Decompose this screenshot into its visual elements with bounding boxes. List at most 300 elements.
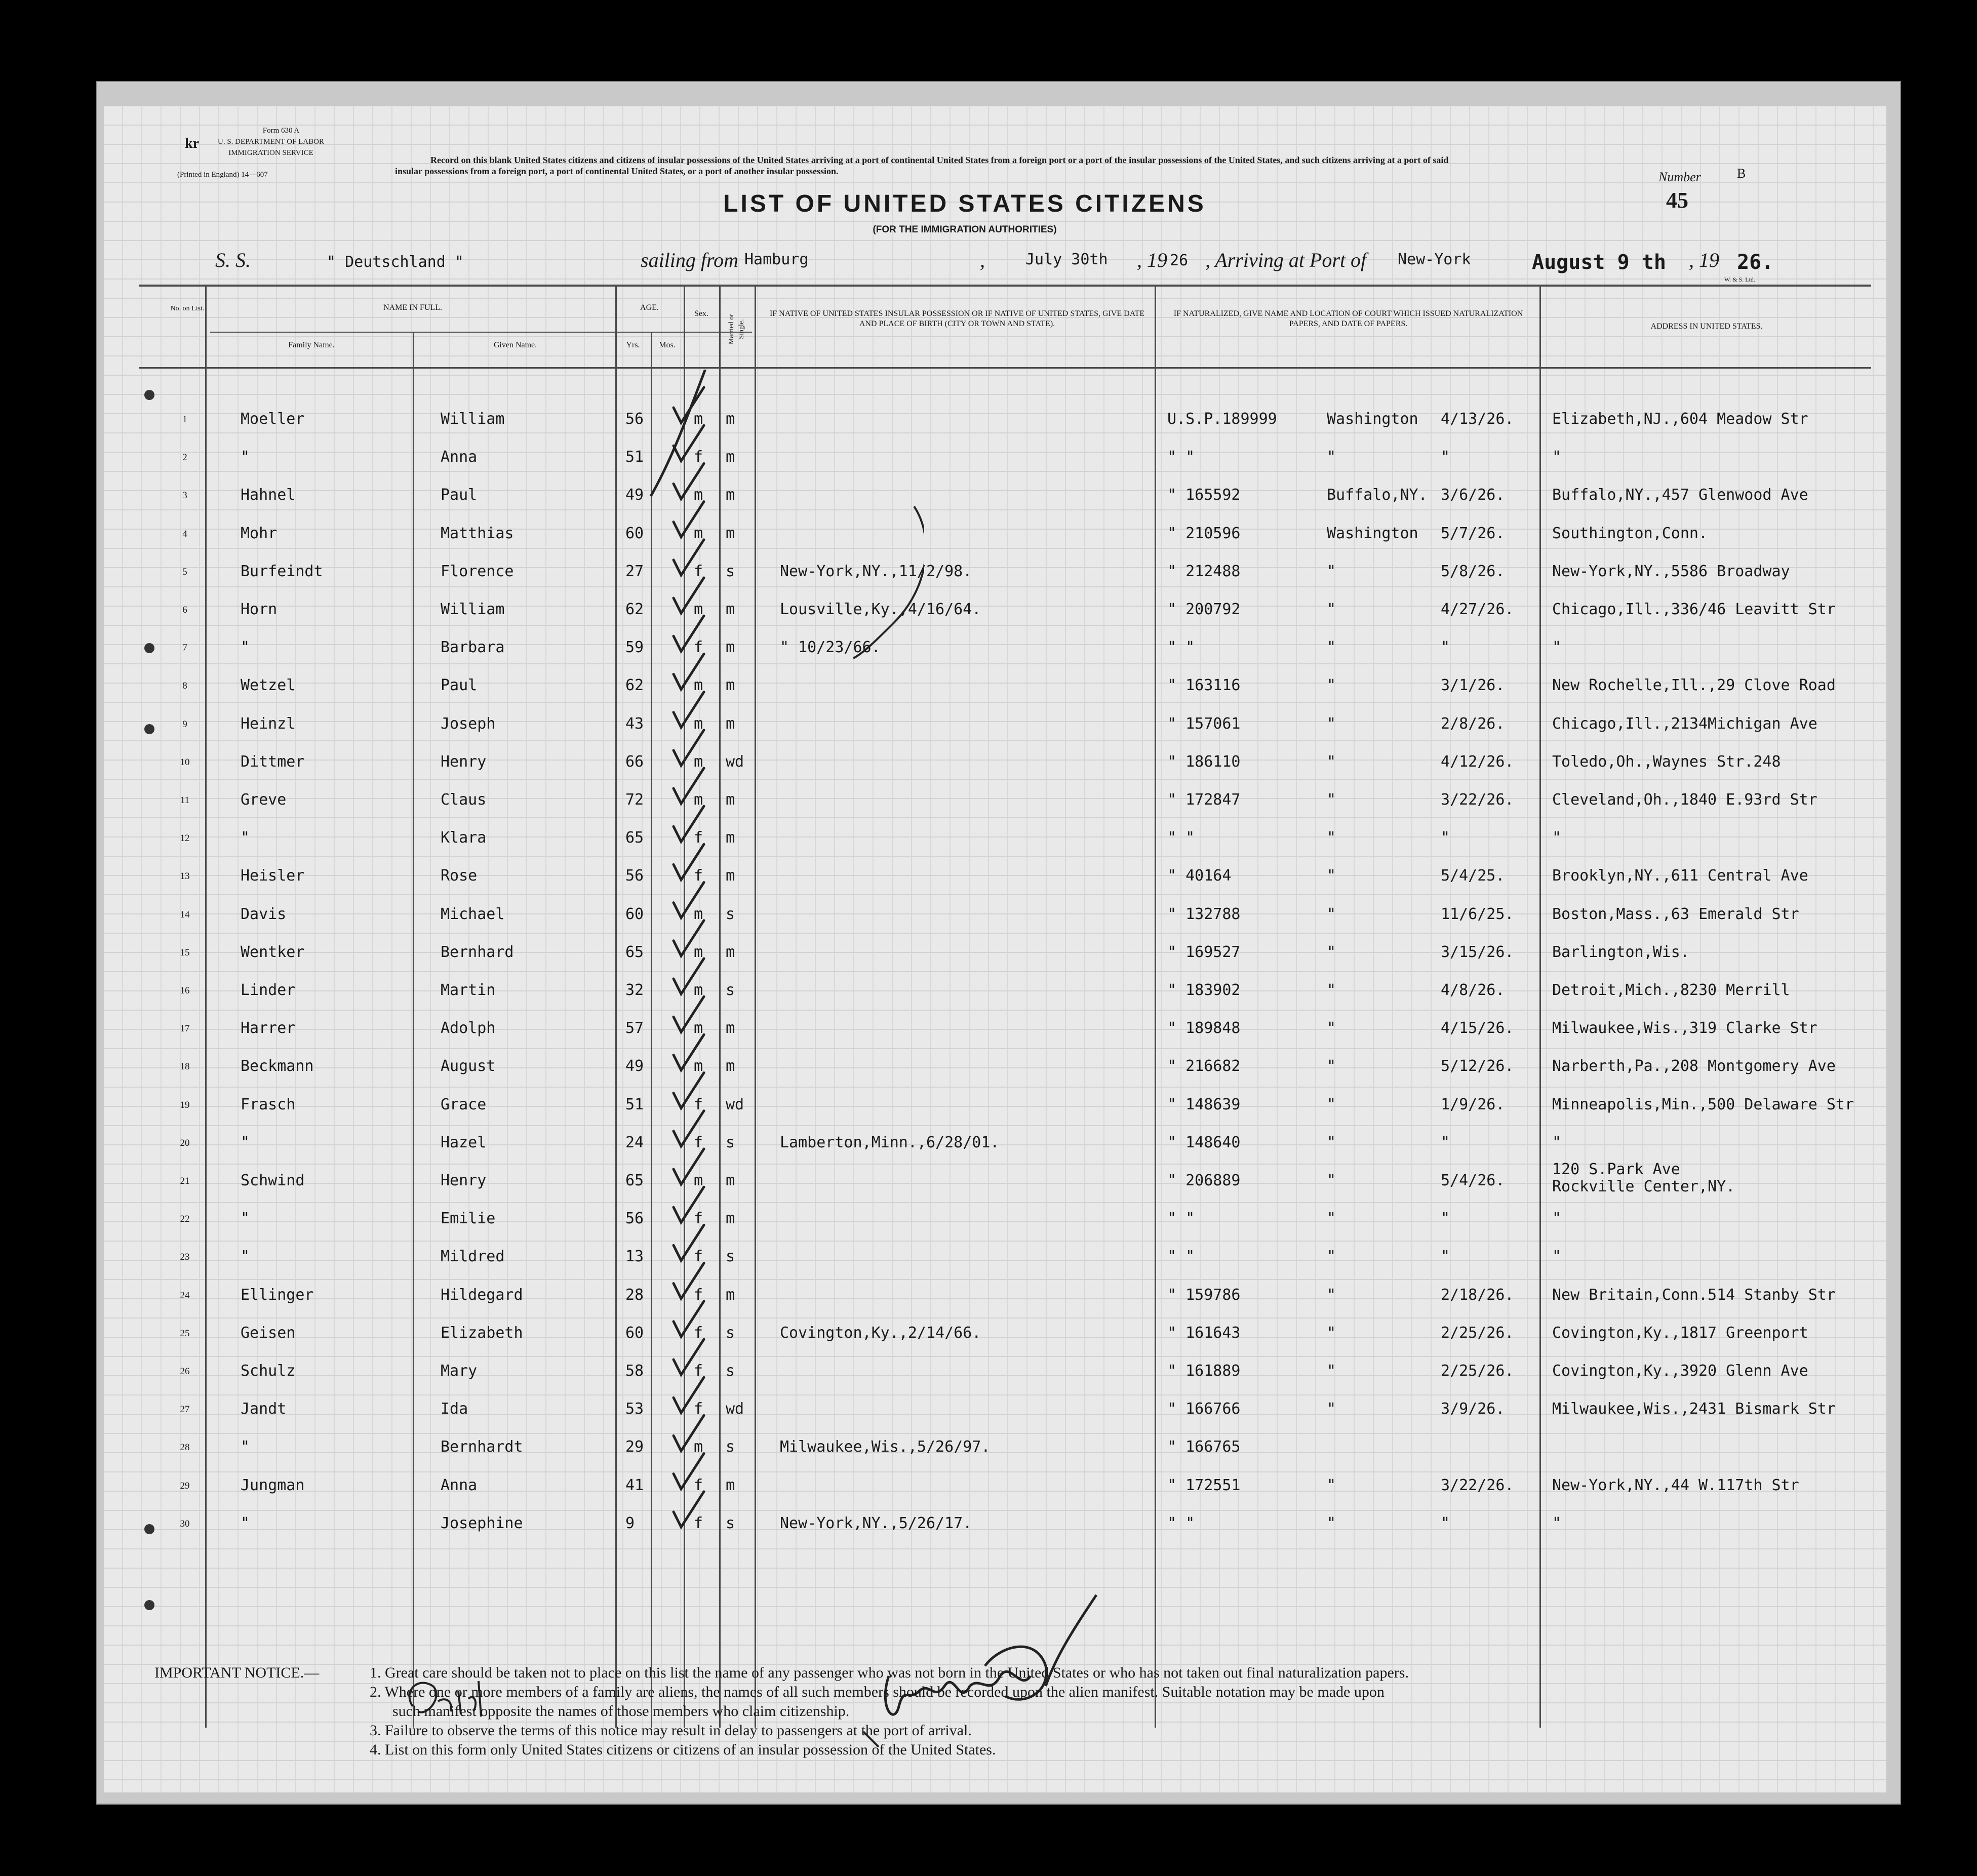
port-to: New-York: [1398, 251, 1471, 268]
age-years: 29: [625, 1438, 644, 1456]
row-number: 20: [180, 1137, 190, 1148]
given-name: William: [441, 410, 505, 428]
given-name: Barbara: [441, 638, 505, 657]
given-name: Claus: [441, 791, 487, 809]
given-name: Joseph: [441, 714, 496, 733]
age-years: 59: [625, 638, 644, 657]
court-location: ": [1327, 714, 1336, 733]
address-line-1: Elizabeth,NJ.,604 Meadow Str: [1552, 410, 1808, 428]
marital-status: s: [726, 1133, 735, 1151]
papers-date: ": [1441, 829, 1450, 847]
age-years: 51: [625, 448, 644, 466]
marital-status: m: [726, 1172, 735, 1189]
birth-place-date: New-York,NY.,11/2/98.: [780, 562, 972, 580]
papers-date: ": [1441, 448, 1450, 466]
marital-status: m: [726, 410, 735, 428]
court-location: ": [1327, 562, 1336, 580]
birth-place-date: Covington,Ky.,2/14/66.: [780, 1324, 981, 1342]
age-years: 13: [625, 1248, 644, 1266]
marital-status: m: [726, 943, 735, 961]
given-name: Bernhard: [441, 943, 514, 961]
check-mark: [674, 1111, 704, 1146]
address-line-1: Milwaukee,Wis.,2431 Bismark Str: [1552, 1400, 1836, 1418]
court-location: ": [1327, 1362, 1336, 1380]
family-name: Ellinger: [241, 1286, 314, 1304]
marital-status: m: [726, 638, 735, 657]
check-mark: [674, 1034, 704, 1070]
sex-value: m: [694, 981, 703, 999]
check-mark: [674, 1377, 704, 1413]
check-mark: [674, 1301, 704, 1337]
address-line-1: Chicago,Ill.,336/46 Leavitt Str: [1552, 601, 1836, 618]
department-name: U. S. DEPARTMENT OF LABOR: [218, 138, 324, 146]
sex-value: m: [694, 486, 703, 504]
naturalization-number: " 166765: [1167, 1438, 1241, 1456]
address-line-1: ": [1552, 1248, 1562, 1266]
naturalization-number: " 165592: [1167, 486, 1241, 504]
col-head-married: Married or Single.: [728, 313, 745, 345]
check-mark: [674, 463, 704, 499]
age-years: 28: [625, 1286, 644, 1304]
age-years: 41: [625, 1476, 644, 1494]
given-name: Klara: [441, 829, 487, 847]
row-number: 24: [180, 1290, 190, 1301]
age-years: 51: [625, 1095, 644, 1113]
address-line-2: Rockville Center,NY.: [1552, 1178, 1735, 1195]
age-years: 65: [625, 943, 644, 961]
row-number: 18: [180, 1061, 190, 1072]
row-number: 8: [182, 681, 187, 692]
row-number: 3: [182, 490, 187, 501]
court-location: ": [1327, 676, 1336, 695]
col-rule-family: [413, 332, 414, 1728]
col-head-yrs: Yrs.: [626, 341, 640, 349]
check-mark: [674, 921, 704, 956]
sex-value: m: [694, 410, 703, 428]
naturalization-number: " ": [1167, 1210, 1195, 1228]
family-name: Heinzl: [241, 714, 296, 733]
marital-status: s: [726, 1514, 735, 1532]
marital-status: m: [726, 448, 735, 466]
check-mark: [674, 1225, 704, 1260]
court-location: ": [1327, 905, 1336, 923]
marital-status: s: [726, 1324, 735, 1342]
sex-value: m: [694, 1172, 703, 1189]
address-line-1: New Rochelle,Ill.,29 Clove Road: [1552, 676, 1836, 695]
family-name: Wentker: [241, 943, 305, 961]
papers-date: 4/15/26.: [1441, 1019, 1514, 1037]
col-rule-nat: [1539, 285, 1541, 1728]
service-name: IMMIGRATION SERVICE: [228, 149, 313, 157]
court-location: ": [1327, 1248, 1336, 1266]
marital-status: s: [726, 905, 735, 923]
address-line-1: Southington,Conn.: [1552, 524, 1708, 542]
court-location: ": [1327, 752, 1336, 771]
family-name: Geisen: [241, 1324, 296, 1342]
sex-value: m: [694, 1438, 703, 1456]
sex-value: m: [694, 905, 703, 923]
given-name: Adolph: [441, 1019, 496, 1037]
papers-date: ": [1441, 1514, 1450, 1532]
number-value: B: [1737, 166, 1746, 181]
court-location: ": [1327, 638, 1336, 657]
manifest-sheet: [104, 106, 1886, 1792]
row-number: 17: [180, 1023, 190, 1034]
check-mark: [674, 654, 704, 689]
number-label: Number: [1658, 170, 1701, 184]
date-arrived: August 9 th: [1532, 251, 1666, 274]
age-years: 62: [625, 676, 644, 695]
col-head-given: Given Name.: [493, 341, 537, 349]
address-line-1: Milwaukee,Wis.,319 Clarke Str: [1552, 1019, 1817, 1037]
family-name: Schwind: [241, 1172, 305, 1189]
court-location: ": [1327, 601, 1336, 618]
row-number: 25: [180, 1328, 190, 1339]
address-line-1: Brooklyn,NY.,611 Central Ave: [1552, 867, 1808, 885]
sex-value: m: [694, 524, 703, 542]
family-name: Schulz: [241, 1362, 296, 1380]
notice-item-3: 3. Failure to observe the terms of this notice may result in delay to passengers at the port of arrival.: [370, 1722, 972, 1739]
sex-value: f: [694, 562, 703, 580]
court-location: ": [1327, 1095, 1336, 1113]
check-mark: [674, 1263, 704, 1299]
papers-date: 5/4/26.: [1441, 1172, 1505, 1189]
naturalization-number: " 163116: [1167, 676, 1241, 695]
family-name: ": [241, 638, 250, 657]
arriving-label: , Arriving at Port of: [1205, 249, 1367, 271]
court-location: ": [1327, 1476, 1336, 1494]
address-line-1: ": [1552, 1210, 1562, 1228]
binder-hole: [144, 1524, 154, 1534]
table-header-rule: [139, 367, 1871, 369]
row-number: 13: [180, 871, 190, 882]
naturalization-number: " ": [1167, 638, 1195, 657]
court-location: Washington: [1327, 524, 1418, 542]
year-2: 26.: [1737, 251, 1774, 274]
check-mark: [674, 806, 704, 842]
sailing-label: sailing from: [641, 249, 738, 271]
given-name: William: [441, 601, 505, 618]
birth-place-date: Lamberton,Minn.,6/28/01.: [780, 1133, 1000, 1151]
marital-status: m: [726, 829, 735, 847]
naturalization-number: " 169527: [1167, 943, 1241, 961]
family-name: Moeller: [241, 410, 305, 428]
naturalization-number: U.S.P.189999: [1167, 410, 1277, 428]
given-name: Hildegard: [441, 1286, 523, 1304]
age-years: 57: [625, 1019, 644, 1037]
row-number: 26: [180, 1366, 190, 1377]
sex-value: m: [694, 791, 703, 809]
naturalization-number: " 157061: [1167, 714, 1241, 733]
court-location: ": [1327, 943, 1336, 961]
form-title: LIST OF UNITED STATES CITIZENS: [723, 190, 1206, 217]
marital-status: wd: [726, 1400, 744, 1418]
check-mark: [674, 502, 704, 537]
sex-value: f: [694, 867, 703, 885]
address-line-1: ": [1552, 829, 1562, 847]
notice-item-2-cont: such manifest opposite the names of those members who claim citizenship.: [392, 1703, 850, 1720]
naturalization-number: " 189848: [1167, 1019, 1241, 1037]
notice-heading: IMPORTANT NOTICE.—: [154, 1664, 320, 1681]
given-name: August: [441, 1057, 496, 1075]
sex-value: m: [694, 676, 703, 695]
papers-date: 5/8/26.: [1441, 562, 1505, 580]
check-mark: [674, 540, 704, 575]
age-years: 53: [625, 1400, 644, 1418]
check-mark: [674, 578, 704, 613]
year-prefix-2: , 19: [1689, 249, 1719, 271]
check-mark: [674, 1073, 704, 1108]
row-number: 22: [180, 1214, 190, 1225]
given-name: Paul: [441, 486, 478, 504]
court-location: ": [1327, 791, 1336, 809]
age-years: 56: [625, 1210, 644, 1228]
papers-date: 5/4/25.: [1441, 867, 1505, 885]
papers-date: 2/25/26.: [1441, 1362, 1514, 1380]
naturalization-number: " ": [1167, 1514, 1195, 1532]
address-line-1: New Britain,Conn.514 Stanby Str: [1552, 1286, 1836, 1304]
row-number: 1: [182, 414, 187, 425]
given-name: Hazel: [441, 1133, 487, 1151]
naturalization-number: " 206889: [1167, 1172, 1241, 1189]
naturalization-number: " 40164: [1167, 867, 1232, 885]
row-number: 15: [180, 947, 190, 958]
col-rule-no: [205, 285, 207, 1728]
family-name: Dittmer: [241, 752, 305, 771]
sex-value: m: [694, 1019, 703, 1037]
handwritten-checkmarks: [610, 370, 722, 1737]
court-location: ": [1327, 1324, 1336, 1342]
sex-value: f: [694, 1286, 703, 1304]
check-mark: [674, 730, 704, 766]
naturalization-number: " 132788: [1167, 905, 1241, 923]
marital-status: m: [726, 1019, 735, 1037]
table-top-rule: [139, 285, 1871, 287]
check-mark: [674, 425, 704, 461]
family-name: Burfeindt: [241, 562, 323, 580]
check-mark: [674, 1187, 704, 1222]
papers-date: 1/9/26.: [1441, 1095, 1505, 1113]
family-name: ": [241, 829, 250, 847]
given-name: Mildred: [441, 1248, 505, 1266]
papers-date: ": [1441, 1133, 1450, 1151]
check-mark: [674, 1415, 704, 1451]
age-years: 24: [625, 1133, 644, 1151]
row-number: 30: [180, 1518, 190, 1529]
family-name: Horn: [241, 601, 278, 618]
port-from: Hamburg: [744, 251, 809, 268]
papers-date: 3/15/26.: [1441, 943, 1514, 961]
age-years: 49: [625, 1057, 644, 1075]
family-name: Davis: [241, 905, 287, 923]
age-years: 56: [625, 867, 644, 885]
check-mark: [674, 883, 704, 918]
row-number: 9: [182, 719, 187, 730]
naturalization-number: " ": [1167, 1248, 1195, 1266]
address-line-1: ": [1552, 1514, 1562, 1532]
naturalization-number: " 212488: [1167, 562, 1241, 580]
court-location: ": [1327, 1057, 1336, 1075]
marital-status: s: [726, 1362, 735, 1380]
sex-value: m: [694, 601, 703, 618]
ship-name: " Deutschland ": [327, 253, 464, 271]
family-name: Beckmann: [241, 1057, 314, 1075]
family-name: Greve: [241, 791, 287, 809]
family-name: Linder: [241, 981, 296, 999]
address-line-1: 120 S.Park Ave: [1552, 1161, 1680, 1178]
notice-item-2: 2. Where one or more members of a family are aliens, the names of all such members should be recorded upon the alien manifest. Suitable notation may be made upon: [370, 1684, 1385, 1700]
address-line-1: Chicago,Ill.,2134Michigan Ave: [1552, 714, 1817, 733]
naturalization-number: " 183902: [1167, 981, 1241, 999]
sex-value: f: [694, 829, 703, 847]
form-prefix: kr: [185, 136, 199, 151]
marital-status: s: [726, 981, 735, 999]
col-head-name: NAME IN FULL.: [383, 303, 442, 312]
check-mark: [674, 996, 704, 1032]
family-name: Jungman: [241, 1476, 305, 1494]
papers-date: 2/18/26.: [1441, 1286, 1514, 1304]
sex-value: m: [694, 943, 703, 961]
age-years: 60: [625, 905, 644, 923]
given-name: Matthias: [441, 524, 514, 542]
col-head-no: No. on List.: [170, 305, 205, 312]
family-name: ": [241, 1133, 250, 1151]
sex-value: f: [694, 1362, 703, 1380]
sex-value: f: [694, 1210, 703, 1228]
row-number: 28: [180, 1442, 190, 1453]
family-name: Harrer: [241, 1019, 296, 1037]
row-number: 27: [180, 1404, 190, 1415]
marital-status: m: [726, 1210, 735, 1228]
col-head-age: AGE.: [640, 303, 659, 312]
age-years: 32: [625, 981, 644, 999]
family-name: Hahnel: [241, 486, 296, 504]
papers-date: 5/7/26.: [1441, 524, 1505, 542]
given-name: Grace: [441, 1095, 487, 1113]
papers-date: 4/8/26.: [1441, 981, 1505, 999]
given-name: Henry: [441, 1172, 487, 1189]
marital-status: m: [726, 1057, 735, 1075]
court-location: ": [1327, 1514, 1336, 1532]
check-mark: [674, 616, 704, 651]
binder-hole: [144, 1600, 154, 1610]
papers-date: 2/25/26.: [1441, 1324, 1514, 1342]
marital-status: s: [726, 1438, 735, 1456]
binder-hole: [144, 643, 154, 653]
papers-date: 4/27/26.: [1441, 601, 1514, 618]
birth-place-date: New-York,NY.,5/26/17.: [780, 1514, 972, 1532]
printed-note: (Printed in England) 14—607: [177, 171, 268, 179]
address-line-1: Narberth,Pa.,208 Montgomery Ave: [1552, 1057, 1836, 1075]
address-line-1: ": [1552, 1133, 1562, 1151]
family-name: Mohr: [241, 524, 278, 542]
given-name: Bernhardt: [441, 1438, 523, 1456]
given-name: Florence: [441, 562, 514, 580]
court-location: ": [1327, 867, 1336, 885]
sex-value: m: [694, 752, 703, 771]
col-head-address: ADDRESS IN UNITED STATES.: [1650, 322, 1763, 331]
marital-status: m: [726, 867, 735, 885]
sex-value: m: [694, 1057, 703, 1075]
sex-value: f: [694, 448, 703, 466]
given-name: Ida: [441, 1400, 468, 1418]
page-number: 45: [1666, 188, 1688, 213]
age-years: 27: [625, 562, 644, 580]
naturalization-number: " 148639: [1167, 1095, 1241, 1113]
naturalization-number: " 161889: [1167, 1362, 1241, 1380]
check-mark: [674, 1149, 704, 1184]
papers-date: 4/13/26.: [1441, 410, 1514, 428]
family-name: ": [241, 1210, 250, 1228]
marital-status: m: [726, 524, 735, 542]
row-number: 7: [182, 643, 187, 654]
marital-status: m: [726, 791, 735, 809]
family-name: ": [241, 1438, 250, 1456]
given-name: Emilie: [441, 1210, 496, 1228]
birth-place-date: Lousville,Ky.,4/16/64.: [780, 601, 981, 618]
naturalization-number: " 210596: [1167, 524, 1241, 542]
address-line-1: Buffalo,NY.,457 Glenwood Ave: [1552, 486, 1808, 504]
naturalization-number: " 216682: [1167, 1057, 1241, 1075]
papers-date: 3/6/26.: [1441, 486, 1505, 504]
address-line-1: Detroit,Mich.,8230 Merrill: [1552, 981, 1790, 999]
given-name: Josephine: [441, 1514, 523, 1532]
row-number: 23: [180, 1252, 190, 1263]
address-line-1: Covington,Ky.,1817 Greenport: [1552, 1324, 1808, 1342]
date-sailed: July 30th: [1025, 251, 1108, 268]
age-years: 65: [625, 1172, 644, 1189]
court-location: Washington: [1327, 410, 1418, 428]
form-number: Form 630 A: [262, 127, 300, 135]
family-name: Wetzel: [241, 676, 296, 695]
marital-status: m: [726, 601, 735, 618]
marital-status: m: [726, 1286, 735, 1304]
address-line-1: Minneapolis,Min.,500 Delaware Str: [1552, 1095, 1854, 1113]
marital-status: m: [726, 1476, 735, 1494]
sex-value: f: [694, 1400, 703, 1418]
given-name: Martin: [441, 981, 496, 999]
naturalization-number: " 172847: [1167, 791, 1241, 809]
row-number: 21: [180, 1176, 190, 1186]
col-head-mos: Mos.: [659, 341, 676, 349]
marital-status: m: [726, 714, 735, 733]
naturalization-number: " 159786: [1167, 1286, 1241, 1304]
row-number: 19: [180, 1099, 190, 1110]
given-name: Rose: [441, 867, 478, 885]
row-number: 6: [182, 605, 187, 615]
court-location: ": [1327, 829, 1336, 847]
papers-date: ": [1441, 1248, 1450, 1266]
age-years: 72: [625, 791, 644, 809]
naturalization-number: " 172551: [1167, 1476, 1241, 1494]
papers-date: ": [1441, 638, 1450, 657]
col-head-birth: IF NATIVE OF UNITED STATES INSULAR POSSESSION OR IF NATIVE OF UNITED STATES, GIVE DATE AND PLACE OF BIRTH (CITY OR TOWN AND STATE).: [769, 309, 1145, 328]
court-location: ": [1327, 448, 1336, 466]
marital-status: m: [726, 486, 735, 504]
ss-label: S. S.: [215, 249, 251, 271]
check-mark: [674, 959, 704, 994]
col-rule-birth: [1155, 285, 1156, 1728]
age-years: 62: [625, 601, 644, 618]
binder-hole: [144, 724, 154, 734]
handwritten-bracket-stroke: [853, 506, 924, 663]
age-years: 65: [625, 829, 644, 847]
age-years: 56: [625, 410, 644, 428]
age-years: 9: [625, 1514, 635, 1532]
sex-value: f: [694, 638, 703, 657]
court-location: ": [1327, 1133, 1336, 1151]
family-name: ": [241, 1248, 250, 1266]
